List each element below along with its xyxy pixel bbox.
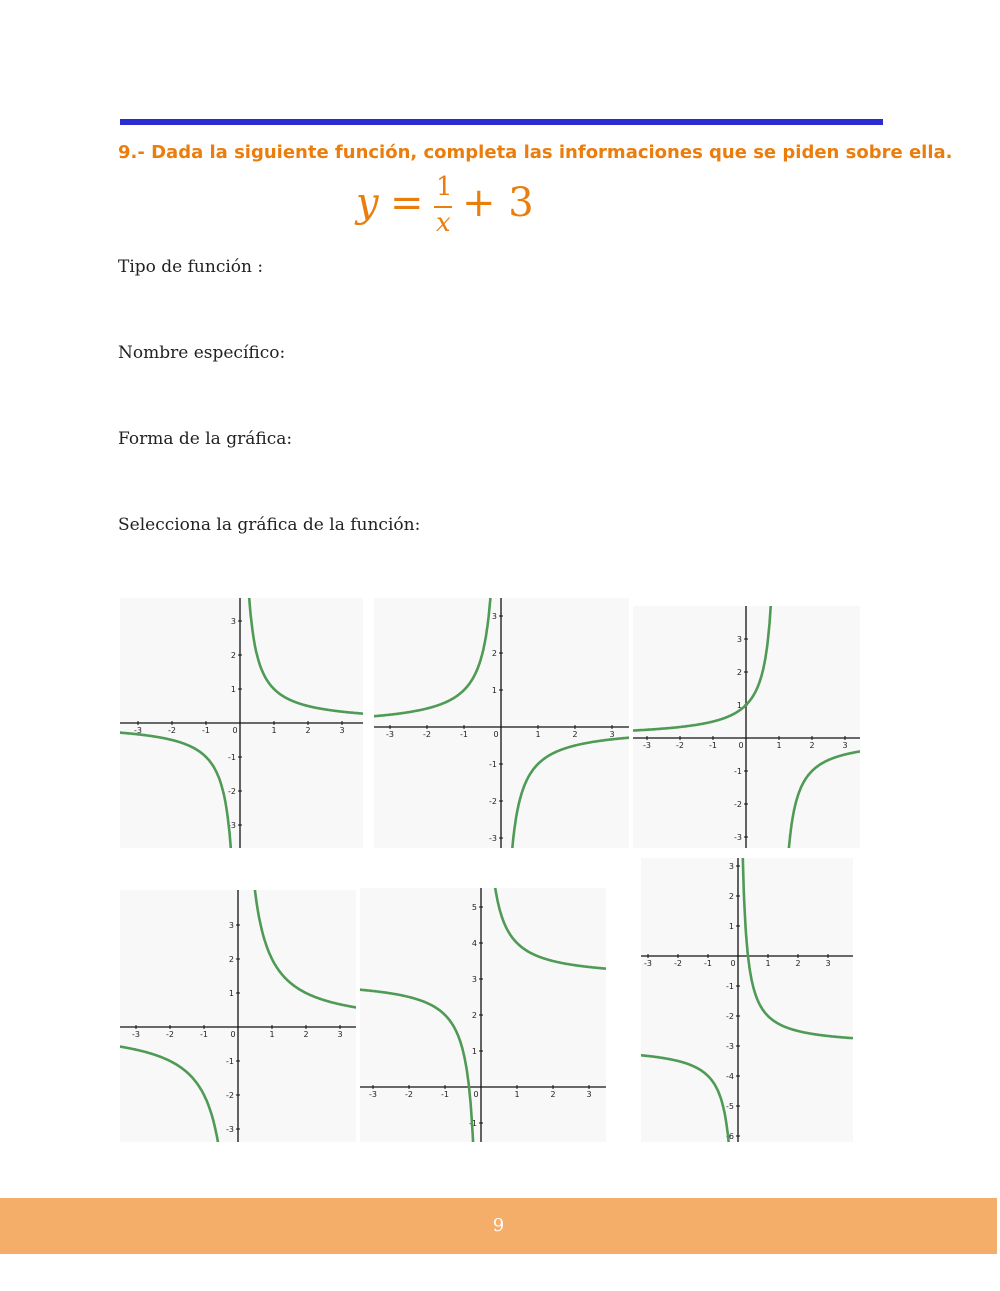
x-tick-label: -1 xyxy=(200,1030,208,1039)
x-tick-label: -2 xyxy=(166,1030,174,1039)
y-tick-label: 2 xyxy=(491,649,497,658)
y-tick-label: 3 xyxy=(491,612,497,621)
y-tick-label: -2 xyxy=(226,1091,234,1100)
x-tick-label: -3 xyxy=(132,1030,140,1039)
x-tick-label: 3 xyxy=(825,959,831,968)
graph-option-5[interactable] xyxy=(360,888,606,1142)
y-tick-label: -1 xyxy=(228,753,236,762)
x-tick-label: 1 xyxy=(269,1030,275,1039)
header-rule xyxy=(120,119,883,125)
graph-option-3-svg xyxy=(633,606,860,848)
y-tick-label: -5 xyxy=(726,1102,734,1111)
graph-option-2[interactable] xyxy=(374,598,629,848)
curve-branch-left xyxy=(120,1046,221,1142)
graph-option-5-svg xyxy=(360,888,606,1142)
y-tick-label: -1 xyxy=(734,767,742,776)
x-tick-label: -1 xyxy=(704,959,712,968)
curve-branch-left xyxy=(374,598,492,716)
x-tick-label: 3 xyxy=(586,1090,592,1099)
curve-branch-right xyxy=(788,751,860,848)
curve-branch-left xyxy=(360,989,474,1142)
nombre-especifico-label: Nombre específico: xyxy=(118,343,286,363)
x-tick-label: -2 xyxy=(674,959,682,968)
y-tick-label: -1 xyxy=(469,1119,477,1128)
curve-branch-right xyxy=(493,888,606,969)
y-tick-label: -2 xyxy=(489,797,497,806)
tipo-funcion-label: Tipo de función : xyxy=(118,257,264,277)
x-tick-label: 3 xyxy=(842,741,848,750)
y-tick-label: 2 xyxy=(471,1011,477,1020)
y-tick-label: 1 xyxy=(491,686,497,695)
x-tick-label: -3 xyxy=(386,730,394,739)
x-tick-label: -1 xyxy=(441,1090,449,1099)
y-tick-label: 1 xyxy=(230,685,236,694)
x-tick-label: 2 xyxy=(305,726,311,735)
x-tick-label: 1 xyxy=(765,959,771,968)
x-tick-label: 2 xyxy=(572,730,578,739)
y-tick-label: -6 xyxy=(726,1132,734,1141)
x-tick-label: 0 xyxy=(738,741,744,750)
y-tick-label: -3 xyxy=(726,1042,734,1051)
formula-lhs: y xyxy=(356,180,379,226)
x-tick-label: -1 xyxy=(202,726,210,735)
curve-branch-left xyxy=(120,732,232,848)
y-tick-label: 1 xyxy=(736,701,742,710)
x-tick-label: -2 xyxy=(423,730,431,739)
x-tick-label: -1 xyxy=(460,730,468,739)
y-tick-label: -3 xyxy=(734,833,742,842)
formula-numerator: 1 xyxy=(436,172,453,202)
page-footer xyxy=(0,1198,997,1254)
y-tick-label: 3 xyxy=(728,862,734,871)
y-tick-label: 3 xyxy=(736,635,742,644)
formula-equals: = xyxy=(390,180,424,226)
x-tick-label: -3 xyxy=(643,741,651,750)
x-tick-label: 0 xyxy=(493,730,499,739)
x-tick-label: 0 xyxy=(730,959,736,968)
question-title: 9.- Dada la siguiente función, completa las informaciones que se piden sobre ella. xyxy=(118,142,953,163)
forma-grafica-label: Forma de la gráfica: xyxy=(118,429,293,449)
selecciona-grafica-label: Selecciona la gráfica de la función: xyxy=(118,515,421,535)
x-tick-label: -3 xyxy=(369,1090,377,1099)
curve-branch-left xyxy=(633,606,771,731)
graph-option-2-svg xyxy=(374,598,629,848)
x-tick-label: -1 xyxy=(709,741,717,750)
graph-option-4[interactable] xyxy=(120,890,356,1142)
y-tick-label: -3 xyxy=(226,1125,234,1134)
curve-branch-right xyxy=(511,738,629,848)
x-tick-label: 2 xyxy=(809,741,815,750)
y-tick-label: -4 xyxy=(726,1072,734,1081)
x-tick-label: 0 xyxy=(232,726,238,735)
y-tick-label: 4 xyxy=(471,939,477,948)
x-tick-label: -3 xyxy=(644,959,652,968)
x-tick-label: 3 xyxy=(339,726,345,735)
y-tick-label: -2 xyxy=(228,787,236,796)
y-tick-label: 5 xyxy=(471,903,477,912)
y-tick-label: -1 xyxy=(726,982,734,991)
x-tick-label: 1 xyxy=(776,741,782,750)
x-tick-label: -3 xyxy=(134,726,142,735)
graph-option-1[interactable] xyxy=(120,598,363,848)
x-tick-label: 2 xyxy=(550,1090,556,1099)
y-tick-label: 3 xyxy=(228,921,234,930)
x-tick-label: 0 xyxy=(473,1090,479,1099)
x-tick-label: 2 xyxy=(303,1030,309,1039)
x-tick-label: -2 xyxy=(676,741,684,750)
y-tick-label: 1 xyxy=(228,989,234,998)
x-tick-label: -2 xyxy=(168,726,176,735)
y-tick-label: 2 xyxy=(728,892,734,901)
x-tick-label: 1 xyxy=(514,1090,520,1099)
curve-branch-right xyxy=(253,890,356,1008)
x-tick-label: 0 xyxy=(230,1030,236,1039)
y-tick-label: -3 xyxy=(489,834,497,843)
y-tick-label: -2 xyxy=(726,1012,734,1021)
curve-branch-right xyxy=(743,858,852,1038)
formula-denominator: x xyxy=(436,208,451,238)
y-tick-label: -2 xyxy=(734,800,742,809)
graph-option-6-svg xyxy=(641,858,853,1142)
x-tick-label: 1 xyxy=(271,726,277,735)
curve-branch-right xyxy=(248,598,362,714)
y-tick-label: 2 xyxy=(736,668,742,677)
curve-branch-left xyxy=(641,1055,730,1142)
graph-option-1-svg xyxy=(120,598,363,848)
graph-option-6[interactable] xyxy=(641,858,853,1142)
y-tick-label: 3 xyxy=(230,617,236,626)
graph-option-3[interactable] xyxy=(633,606,860,848)
page-number: 9 xyxy=(492,1215,505,1236)
y-tick-label: -3 xyxy=(228,821,236,830)
y-tick-label: -1 xyxy=(226,1057,234,1066)
y-tick-label: 2 xyxy=(228,955,234,964)
y-tick-label: 1 xyxy=(471,1047,477,1056)
y-tick-label: 2 xyxy=(230,651,236,660)
x-tick-label: 3 xyxy=(609,730,615,739)
x-tick-label: 1 xyxy=(535,730,541,739)
y-tick-label: -1 xyxy=(489,760,497,769)
y-tick-label: 1 xyxy=(728,922,734,931)
x-tick-label: 2 xyxy=(795,959,801,968)
graph-option-4-svg xyxy=(120,890,356,1142)
y-tick-label: 3 xyxy=(471,975,477,984)
x-tick-label: -2 xyxy=(405,1090,413,1099)
formula-constant: + 3 xyxy=(462,180,534,226)
x-tick-label: 3 xyxy=(337,1030,343,1039)
